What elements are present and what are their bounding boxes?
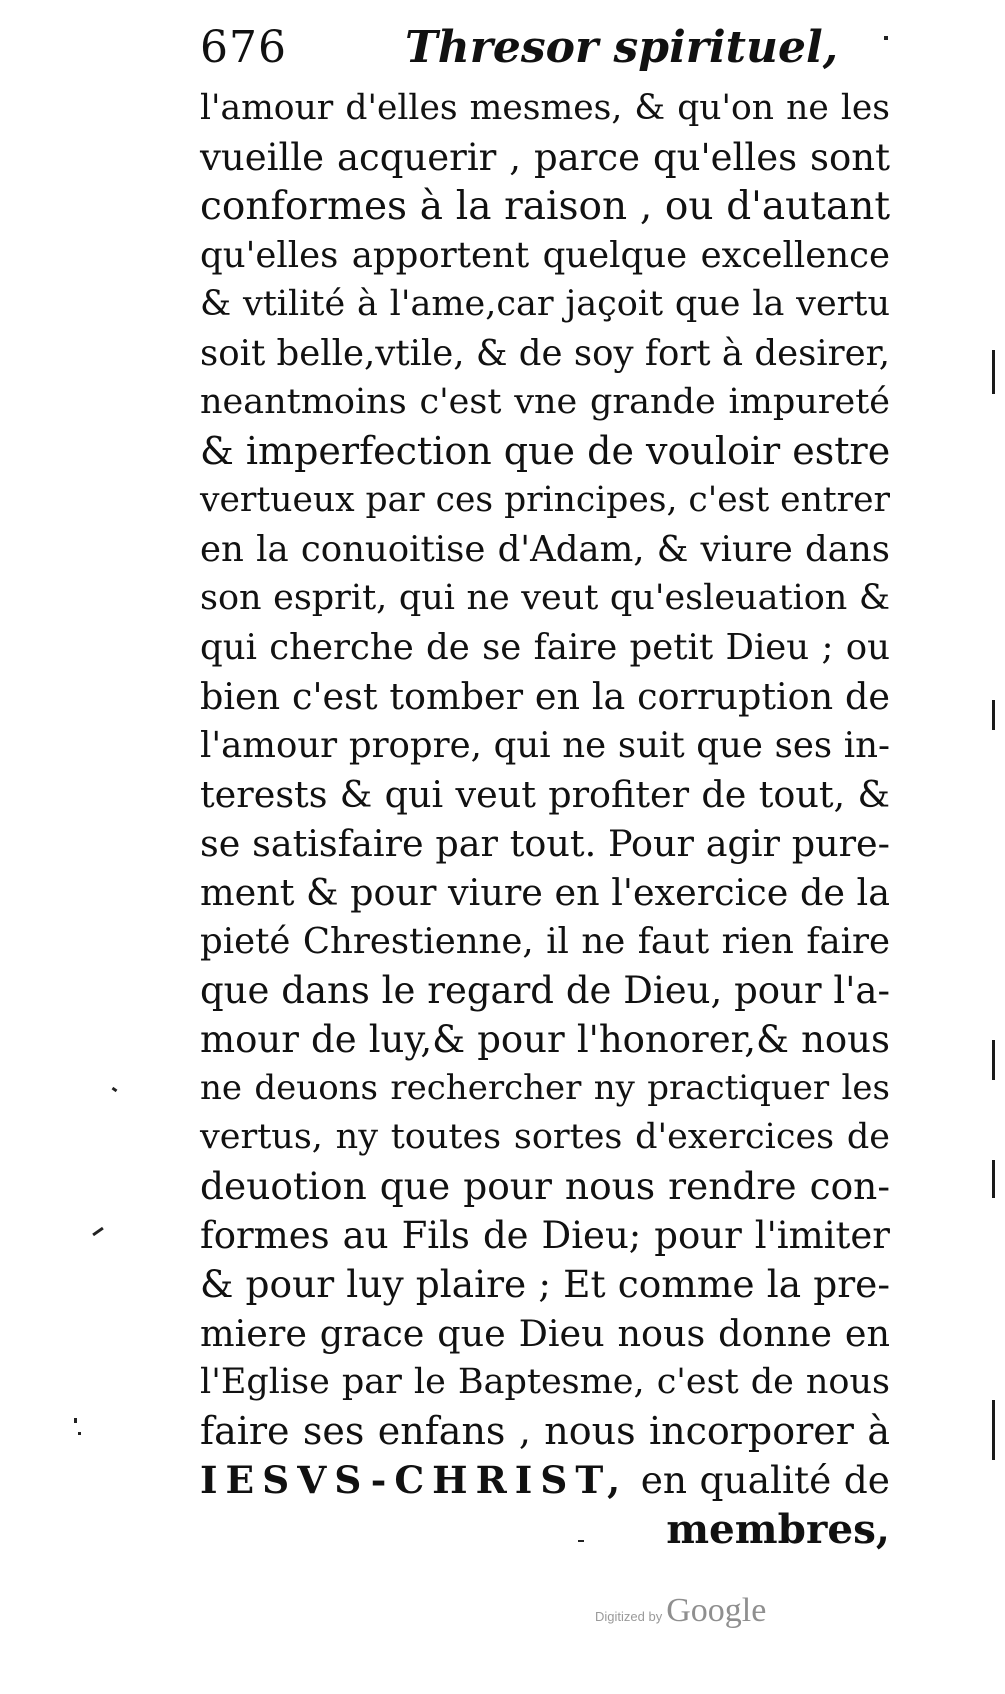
page-edge-shadow [992, 350, 995, 394]
text-line: que dans le regard de Dieu, pour l'a- [200, 969, 890, 1012]
text-line: son esprit, qui ne veut qu'esleuation & [200, 578, 890, 618]
scan-speck [578, 1540, 584, 1542]
text-line: vertueux par ces principes, c'est entrer [200, 480, 891, 520]
text-line: l'amour d'elles mesmes, & qu'on ne les [200, 88, 890, 128]
text-line: neantmoins c'est vne grande impureté [200, 382, 890, 422]
text-line: & vtilité à l'ame,car jaçoit que la vertu [200, 284, 890, 324]
jesus-christ-smallcaps: IESVS-CHRIST, [200, 1458, 629, 1502]
text-line: ment & pour viure en l'exercice de la [200, 871, 890, 914]
text-line-jesus-christ [200, 1456, 890, 1505]
text-line: se satisfaire par tout. Pour agir pure- [200, 822, 890, 865]
text-line: soit belle,vtile, & de soy fort à desirer, [200, 333, 890, 374]
scan-speck [112, 1087, 118, 1092]
text-line: bien c'est tomber en la corruption de [200, 675, 890, 718]
catchword: membres, [666, 1505, 890, 1553]
text-line: miere grace que Dieu nous donne en [200, 1312, 890, 1355]
running-title: Thresor spirituel, [405, 22, 839, 73]
text-line: l'Eglise par le Baptesme, c'est de nous [200, 1362, 890, 1402]
body-text [200, 84, 890, 1554]
scan-speck [884, 36, 888, 40]
scan-speck [74, 1418, 77, 1423]
text-line: deuotion que pour nous rendre con- [200, 1164, 890, 1208]
scan-speck [78, 1432, 81, 1435]
page-edge-shadow [992, 1400, 995, 1460]
text-line: formes au Fils de Dieu; pour l'imiter [200, 1214, 890, 1257]
digitized-label: Digitized by [595, 1609, 663, 1624]
running-head [200, 18, 840, 78]
page-edge-shadow [992, 1160, 995, 1198]
text-line: mour de luy,& pour l'honorer,& nous [200, 1018, 890, 1061]
page-edge-shadow [992, 1040, 995, 1080]
text-line: & imperfection que de vouloir estre [200, 429, 891, 473]
text-line: l'amour propre, qui ne suit que ses in- [200, 725, 890, 766]
page-edge-shadow [992, 700, 995, 730]
text-line: vueille acquerir , parce qu'elles sont [200, 136, 890, 179]
text-line: qu'elles apportent quelque excellence [200, 235, 890, 276]
text-line: conformes à la raison , ou d'autant [200, 184, 890, 229]
text-line: & pour luy plaire ; Et comme la pre- [200, 1262, 890, 1306]
text-line: en la conuoitise d'Adam, & viure dans [200, 529, 890, 570]
jesus-line-rest: en qualité de [628, 1458, 890, 1502]
text-line: faire ses enfans , nous incorporer à [200, 1409, 890, 1453]
text-line: ne deuons rechercher ny practiquer les [200, 1068, 890, 1108]
text-line: vertus, ny toutes sortes d'exercices de [200, 1117, 890, 1157]
scan-speck [92, 1227, 104, 1236]
text-line: qui cherche de se faire petit Dieu ; ou [200, 627, 890, 668]
digitized-watermark [595, 1592, 766, 1630]
text-line: pieté Chrestienne, il ne faut rien faire [200, 921, 890, 962]
text-line: terests & qui veut profiter de tout, & [200, 773, 890, 816]
google-logo: Google [666, 1592, 767, 1629]
page-number: 676 [200, 22, 287, 73]
